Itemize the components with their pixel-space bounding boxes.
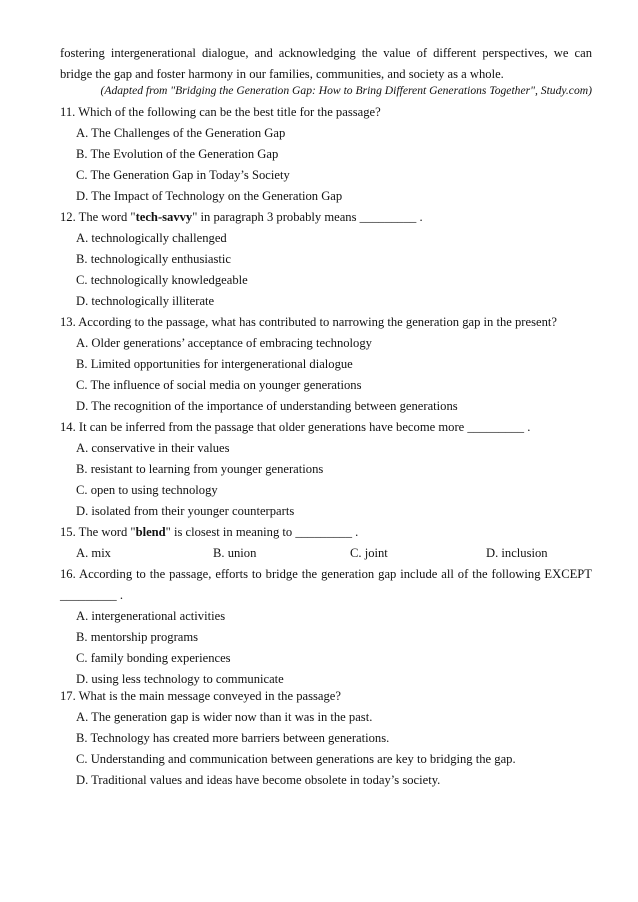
question-stem	[60, 522, 592, 543]
option-d: D. using less technology to communicate	[76, 672, 284, 686]
option-c: C. Understanding and communication between generations are key to bridging the gap.	[76, 752, 516, 766]
question-stem: 11. Which of the following can be the best title for the passage?	[60, 105, 381, 119]
option-c: C. joint	[350, 546, 388, 560]
stem-text: 15. The word "	[60, 525, 136, 539]
option-b: B. technologically enthusiastic	[76, 252, 231, 266]
option-a: A. conservative in their values	[76, 441, 230, 455]
options-row	[60, 543, 592, 564]
stem-text: " in paragraph 3 probably means _________ .	[192, 210, 423, 224]
question-14	[60, 417, 592, 522]
question-stem: 17. What is the main message conveyed in the passage?	[60, 689, 341, 703]
option-d: D. inclusion	[486, 546, 548, 560]
question-stem	[60, 207, 592, 228]
source-citation: (Adapted from "Bridging the Generation Gap: How to Bring Different Generations Together", Study.com)	[100, 84, 592, 97]
option-c: C. technologically knowledgeable	[76, 273, 248, 287]
question-16	[60, 564, 592, 690]
option-a: A. mix	[76, 546, 111, 560]
option-a: A. Older generations’ acceptance of embracing technology	[76, 336, 372, 350]
option-c: C. The Generation Gap in Today’s Society	[76, 168, 290, 182]
option-a: A. The generation gap is wider now than it was in the past.	[76, 710, 373, 724]
stem-keyword: blend	[135, 525, 166, 539]
option-d: D. Traditional values and ideas have become obsolete in today’s society.	[76, 773, 441, 787]
option-d: D. The Impact of Technology on the Generation Gap	[76, 189, 343, 203]
question-13	[60, 312, 592, 417]
option-c: C. family bonding experiences	[76, 651, 231, 665]
stem-text: 12. The word "	[60, 210, 136, 224]
option-c: C. open to using technology	[76, 483, 218, 497]
option-b: B. union	[213, 546, 257, 560]
stem-text: " is closest in meaning to _________ .	[165, 525, 359, 539]
question-stem: 16. According to the passage, efforts to bridge the generation gap include all of the following EXCEPT _________ .	[60, 567, 592, 602]
option-b: B. The Evolution of the Generation Gap	[76, 147, 279, 161]
option-b: B. Technology has created more barriers between generations.	[76, 731, 390, 745]
question-stem: 13. According to the passage, what has contributed to narrowing the generation gap in the present?	[60, 315, 557, 329]
passage-paragraph: fostering intergenerational dialogue, and acknowledging the value of different perspectives, we can bridge the gap and foster harmony in our families, communities, and society as a whole.	[60, 46, 592, 81]
question-15	[60, 522, 592, 564]
option-c: C. The influence of social media on younger generations	[76, 378, 362, 392]
option-b: B. Limited opportunities for intergenerational dialogue	[76, 357, 353, 371]
stem-keyword: tech-savvy	[135, 210, 193, 224]
question-11	[60, 102, 592, 207]
option-a: A. technologically challenged	[76, 231, 227, 245]
option-b: B. mentorship programs	[76, 630, 199, 644]
option-a: A. intergenerational activities	[76, 609, 226, 623]
question-stem: 14. It can be inferred from the passage that older generations have become more _________ .	[60, 420, 531, 434]
question-17	[60, 686, 592, 791]
option-d: D. The recognition of the importance of understanding between generations	[76, 399, 458, 413]
option-b: B. resistant to learning from younger generations	[76, 462, 324, 476]
question-12	[60, 207, 592, 312]
option-a: A. The Challenges of the Generation Gap	[76, 126, 286, 140]
option-d: D. technologically illiterate	[76, 294, 215, 308]
option-d: D. isolated from their younger counterparts	[76, 504, 295, 518]
